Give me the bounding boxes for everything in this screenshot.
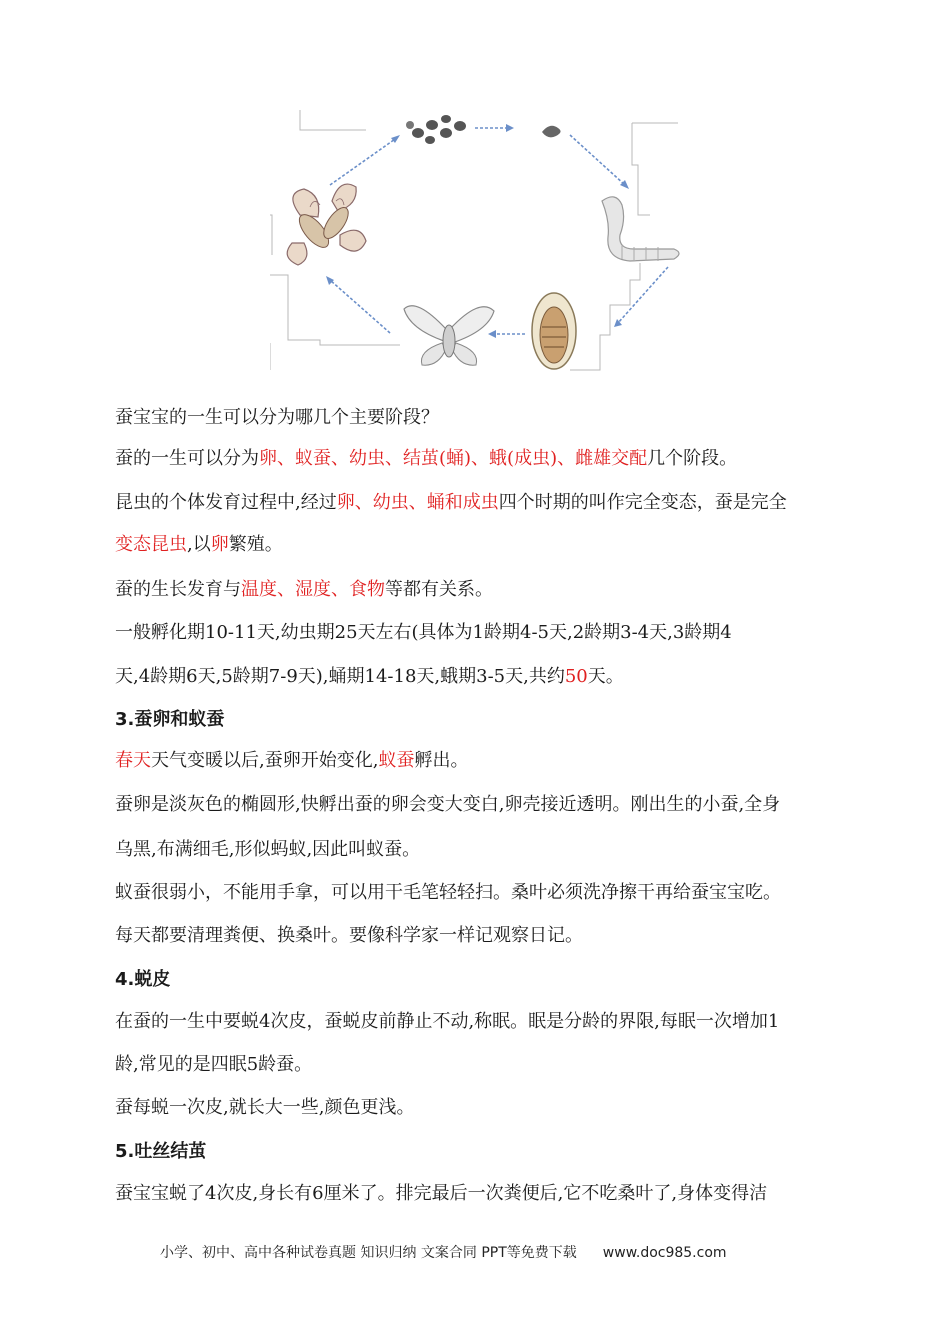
section-3-paragraph-1 [115,751,468,771]
section-3-paragraph-4: 每天都要清理粪便、换桑叶。要像科学家一样记观察日记。 [115,925,583,946]
intro-paragraph-1 [115,449,737,469]
text-span: 天,4龄期6天,5龄期7-9天),蛹期14-18天,蛾期3-5天,共约 [115,666,565,687]
page-footer [160,1244,727,1262]
text-span: 孵出。 [414,750,469,771]
text-span: 蚕的一生可以分为 [115,448,259,469]
section-4-heading: 4.蜕皮 [115,969,171,990]
life-cycle-diagram [270,105,682,373]
highlight-spring: 春天 [115,750,151,771]
text-span: ,以 [187,534,211,555]
ant-silkworm-stage [542,126,561,138]
intro-paragraph-4-line-2 [115,667,624,687]
section-5-paragraph-1-line-1: 蚕宝宝蜕了4次皮,身长有6厘米了。排完最后一次粪便后,它不吃桑叶了,身体变得洁 [115,1183,768,1204]
intro-paragraph-4-line-1: 一般孵化期10-11天,幼虫期25天左右(具体为1龄期4-5天,2龄期3-4天,3龄期4 [115,622,732,643]
section-5-heading: 5.吐丝结茧 [115,1141,207,1162]
intro-question: 蚕宝宝的一生可以分为哪几个主要阶段？ [115,407,439,428]
intro-paragraph-3 [115,580,493,600]
highlight-ant-silkworm: 蚁蚕 [378,750,415,771]
text-span: 昆虫的个体发育过程中,经过 [115,492,337,513]
highlight-total-days: 50 [564,666,588,687]
pupa-stage [532,293,576,369]
intro-paragraph-2-line-1 [115,493,787,513]
mating-moths-stage [287,184,366,265]
highlight-complete-metamorphosis: 变态昆虫 [115,534,187,555]
section-4-paragraph-1-line-2: 龄,常见的是四眠5龄蚕。 [115,1054,313,1075]
section-3-heading: 3.蚕卵和蚁蚕 [115,709,225,730]
intro-paragraph-2-line-2 [115,535,283,555]
eggs-stage [406,115,466,144]
footer-url[interactable]: www.doc985.com [602,1245,727,1261]
text-span: 天。 [587,666,624,687]
text-span: 繁殖。 [228,534,283,555]
highlight-egg: 卵 [210,534,229,555]
silkworm-life-cycle-figure [270,105,682,373]
text-span: 等都有关系。 [385,579,493,600]
section-3-paragraph-2-line-2: 乌黑,布满细毛,形似蚂蚁,因此叫蚁蚕。 [115,839,421,860]
highlight-factors: 温度、湿度、食物 [241,579,385,600]
larva-stage [602,197,679,261]
section-3-paragraph-3: 蚁蚕很弱小，不能用手拿，可以用干毛笔轻轻扫。桑叶必须洗净擦干再给蚕宝宝吃。 [115,882,781,903]
section-4-paragraph-1-line-1: 在蚕的一生中要蜕4次皮，蚕蜕皮前静止不动,称眠。眠是分龄的界限,每眠一次增加1 [115,1011,780,1032]
moth-stage [404,306,494,365]
highlight-four-periods: 卵、幼虫、蛹和成虫 [336,492,499,513]
text-span: 天气变暖以后,蚕卵开始变化, [151,750,379,771]
text-span: 几个阶段。 [647,448,738,469]
footer-text: 小学、初中、高中各种试卷真题 知识归纳 文案合同 PPT等免费下载 [160,1245,577,1261]
section-4-paragraph-2: 蚕每蜕一次皮,就长大一些,颜色更浅。 [115,1097,415,1118]
highlight-stages: 卵、蚁蚕、幼虫、结茧(蛹)、蛾(成虫)、雌雄交配 [259,448,648,469]
text-span: 四个时期的叫作完全变态，蚕是完全 [498,492,787,513]
section-3-paragraph-2-line-1: 蚕卵是淡灰色的椭圆形,快孵出蚕的卵会变大变白,卵壳接近透明。刚出生的小蚕,全身 [115,794,781,815]
text-span: 蚕的生长发育与 [115,579,241,600]
